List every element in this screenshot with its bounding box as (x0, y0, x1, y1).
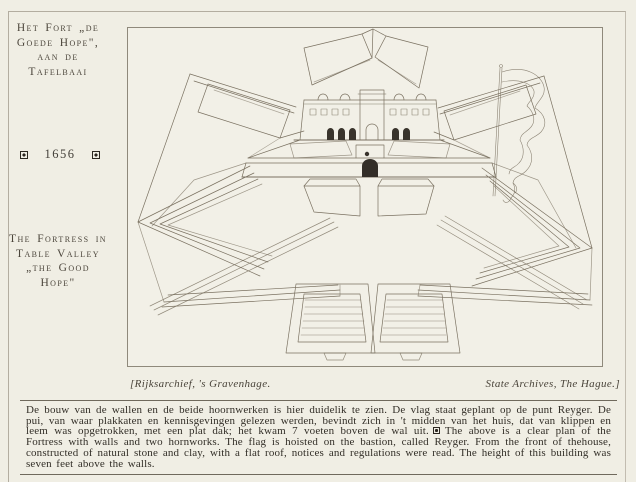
square-ornament-icon (20, 151, 28, 159)
title-line: Tafelbaai (28, 65, 88, 78)
title-line: Goede Hope", (16, 36, 100, 49)
margin-title-english (8, 232, 108, 290)
square-ornament-icon (92, 151, 100, 159)
plate-frame (127, 27, 603, 367)
title-line: Het Fort „de (16, 22, 100, 34)
title-line: „the Good (26, 262, 90, 274)
caption-archive-english: State Archives, The Hague.] (485, 378, 620, 390)
title-line: Table Valley (16, 247, 100, 260)
year-label: 1656 (44, 147, 76, 161)
section-divider-ornament-icon (433, 427, 440, 434)
body-text-block (20, 400, 617, 475)
margin-title-dutch (8, 21, 108, 79)
fortress-plan-drawing (128, 28, 602, 366)
body-text-dutch: De bouw van de wallen en de beide hoornwerken is hier duidelik te zien. De vlag staat geplant op de punt Reyger. De pui, van waar plakkaten en kennisgevingen gelezen werden, bevindt zich in 't midden van het huis, dat van klippen en leem was opgetrokken, met een plat dak; het kwam 7 voeten boven de wal uit. (26, 404, 611, 438)
body-text-english: The above is a clear plan of the Fortress with walls and two hornworks. The flag is hoisted on the bastion, called Reyger. From the front of thehouse, constructed of natural stone and clay, with a flat roof, notices and regulations were read. The height of this building was seven feet above the walls. (26, 425, 611, 470)
year-row (20, 147, 100, 162)
title-line: aan de (37, 51, 79, 63)
title-line: The Fortress in (9, 233, 107, 245)
title-line: Hope" (40, 276, 76, 289)
caption-archive-dutch: [Rijksarchief, 's Gravenhage. (130, 378, 271, 390)
